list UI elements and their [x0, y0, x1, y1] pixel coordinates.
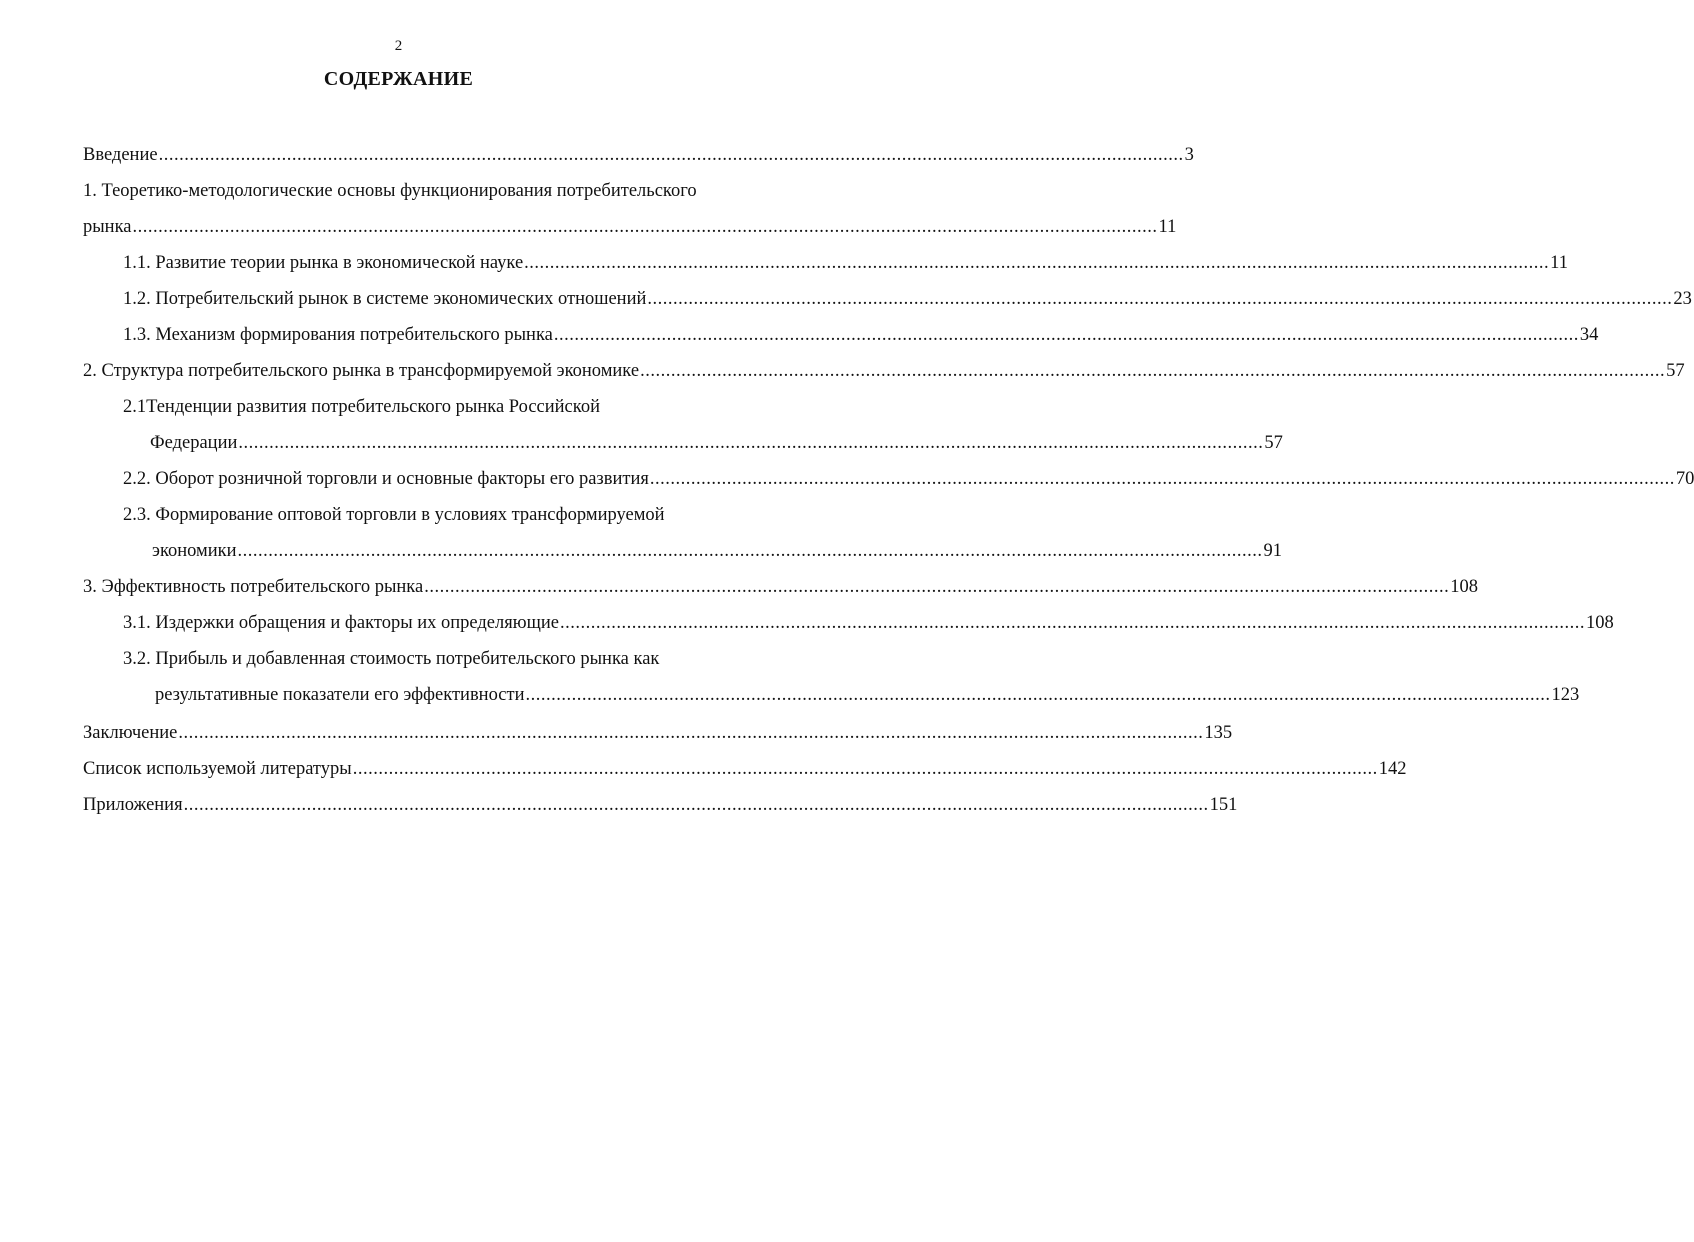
toc-entry-page: 151: [1209, 795, 1238, 815]
toc-entry-label: 3. Эффективность потребительского рынка: [83, 577, 424, 597]
toc-entry-page: 70: [1675, 469, 1694, 489]
toc-entry-page: 3: [1184, 145, 1194, 165]
toc-entry-label: Приложения: [83, 795, 183, 815]
toc-section-2-3: [152, 536, 1283, 566]
toc-entry-conclusion: [83, 718, 1233, 748]
toc-section-2-3-title: 2.3. Формирование оптовой торговли в условиях трансформируемой: [123, 505, 665, 525]
toc-section-3-2: [155, 680, 1580, 710]
toc-entry-page: 23: [1673, 289, 1692, 309]
toc-section-3-2-title: 3.2. Прибыль и добавленная стоимость потребительского рынка как: [123, 649, 660, 669]
toc-entry-label: 1.3. Механизм формирования потребительского рынка: [123, 325, 553, 345]
toc-entry-page: 11: [1158, 217, 1177, 237]
toc-entry-intro: [83, 140, 1194, 170]
toc-entry-page: 91: [1263, 541, 1283, 561]
toc-section-1-3: [123, 320, 1599, 350]
toc-entry-label: 1.1. Развитие теории рынка в экономической науке: [123, 253, 524, 273]
toc-section-3-1: [123, 608, 1614, 638]
dot-leader: ........................................................................................................................................................................................................: [649, 469, 1675, 489]
toc-entry-label: Федерации: [150, 433, 238, 453]
toc-entry-label: 1.2. Потребительский рынок в системе экономических отношений: [123, 289, 647, 309]
dot-leader: ........................................................................................................................................................................................................: [178, 723, 1204, 743]
toc-entry-label: 3.1. Издержки обращения и факторы их определяющие: [123, 613, 559, 633]
dot-leader: ........................................................................................................................................................................................................: [553, 325, 1579, 345]
toc-entry-label: Введение: [83, 145, 158, 165]
toc-entry-page: 108: [1450, 577, 1478, 597]
toc-section-2-1-title: 2.1Тенденции развития потребительского рынка Российской: [123, 397, 600, 417]
dot-leader: ........................................................................................................................................................................................................: [524, 253, 1550, 273]
dot-leader: ........................................................................................................................................................................................................: [183, 795, 1209, 815]
toc-chapter-1: [83, 212, 1177, 242]
dot-leader: ........................................................................................................................................................................................................: [238, 433, 1264, 453]
dot-leader: ........................................................................................................................................................................................................: [424, 577, 1450, 597]
dot-leader: ........................................................................................................................................................................................................: [132, 217, 1158, 237]
toc-chapter-1-title: 1. Теоретико-методологические основы функционирования потребительского: [83, 181, 697, 201]
dot-leader: ........................................................................................................................................................................................................: [525, 685, 1551, 705]
toc-entry-label: 2. Структура потребительского рынка в трансформируемой экономике: [83, 361, 640, 381]
toc-entry-label: Список используемой литературы: [83, 759, 352, 779]
toc-entry-page: 57: [1666, 361, 1685, 381]
page-number: 2: [394, 38, 403, 54]
toc-entry-page: 135: [1204, 723, 1233, 743]
toc-chapter-3: [83, 572, 1478, 602]
toc-entry-page: 11: [1550, 253, 1568, 273]
toc-section-1-2: [123, 284, 1692, 314]
toc-entry-label: результативные показатели его эффективности: [155, 685, 525, 705]
toc-entry-label: Заключение: [83, 723, 178, 743]
toc-entry-page: 123: [1551, 685, 1580, 705]
toc-entry-page: 34: [1579, 325, 1599, 345]
toc-section-2-2: [123, 464, 1694, 494]
toc-entry-page: 108: [1585, 613, 1614, 633]
toc-entry-label: рынка: [83, 217, 132, 237]
dot-leader: ........................................................................................................................................................................................................: [559, 613, 1585, 633]
dot-leader: ........................................................................................................................................................................................................: [237, 541, 1263, 561]
toc-entry-page: 57: [1264, 433, 1283, 453]
dot-leader: ........................................................................................................................................................................................................: [640, 361, 1666, 381]
page-title: СОДЕРЖАНИЕ: [323, 68, 474, 90]
dot-leader: ........................................................................................................................................................................................................: [158, 145, 1184, 165]
toc-section-1-1: [123, 248, 1568, 278]
dot-leader: ........................................................................................................................................................................................................: [647, 289, 1673, 309]
toc-entry-appendix: [83, 790, 1238, 820]
toc-entry-label: 2.2. Оборот розничной торговли и основные факторы его развития: [123, 469, 649, 489]
toc-section-2-1: [150, 428, 1283, 458]
toc-entry-label: экономики: [152, 541, 237, 561]
dot-leader: ........................................................................................................................................................................................................: [352, 759, 1378, 779]
toc-entry-bibliography: [83, 754, 1407, 784]
toc-entry-page: 142: [1378, 759, 1407, 779]
toc-chapter-2: [83, 356, 1685, 386]
